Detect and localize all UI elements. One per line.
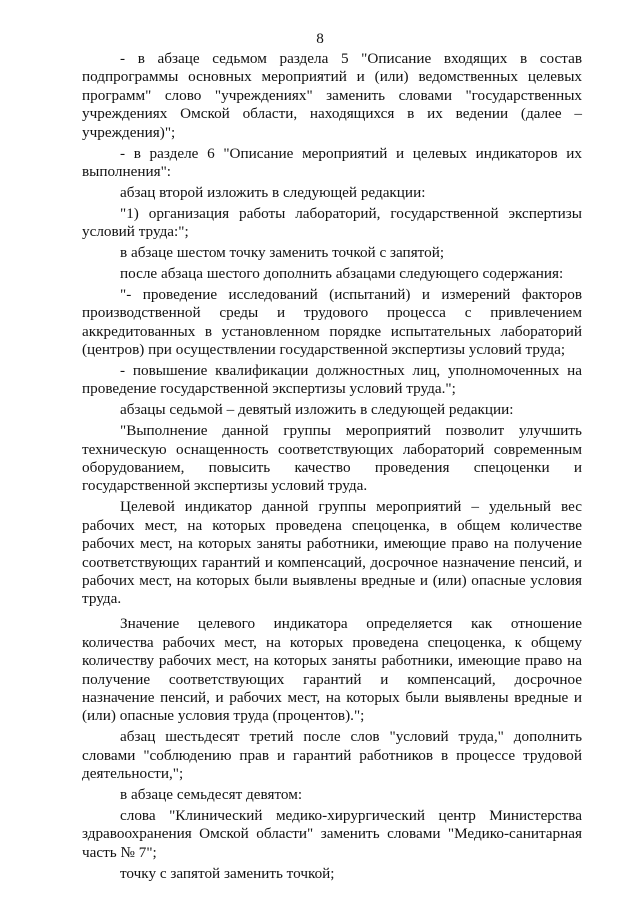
paragraph-semicolon-replace: точку с запятой заменить точкой;: [120, 864, 335, 882]
paragraph-section5-edit: - в абзаце седьмом раздела 5 "Описание входящих в состав подпрограммы основных мероприятий и (или) ведомственных целевых программ" слово "учреждениях" заменить словами "государственных учреждениях Омской области, находящихся в их ведении (далее – учреждения)";: [82, 50, 582, 141]
paragraph-research: "- проведение исследований (испытаний) и измерений факторов производственной среды и трудового процесса с привлечением аккредитованных в установленном порядке испытательных лабораторий (центров) при осуществлении государственной экспертизы условий труда;: [82, 285, 582, 359]
paragraph-seventh-ninth-edit: абзацы седьмой – девятый изложить в следующей редакции:: [120, 401, 514, 419]
paragraph-add-after-sixth: после абзаца шестого дополнить абзацами следующего содержания:: [120, 264, 564, 282]
paragraph-indicator-value: Значение целевого индикатора определяется как отношение количества рабочих мест, на которых проведена спецоценка, к общему количеству рабочих мест, на которых заняты работники, имеющие право на получение соответствующих гарантий и компенсаций, досрочное назначение пенсий, и рабочих мест, на которых были выявлены вредные и (или) опасные условия труда (процентов).";: [82, 615, 582, 725]
paragraph-qualification: - повышение квалификации должностных лиц, уполномоченных на проведение государственной экспертизы условий труда.";: [82, 362, 582, 398]
paragraph-section6-intro: - в разделе 6 "Описание мероприятий и целевых индикаторов их выполнения":: [82, 144, 582, 180]
paragraph-second-edit: абзац второй изложить в следующей редакции:: [120, 183, 426, 201]
paragraph-seventy-ninth: в абзаце семьдесят девятом:: [120, 785, 303, 803]
paragraph-sixty-third-edit: абзац шестьдесят третий после слов "условий труда," дополнить словами "соблюдению прав и гарантий работников в процессе трудовой деятельности,";: [82, 728, 582, 783]
page-number: 8: [316, 30, 324, 47]
paragraph-measures-effect: "Выполнение данной группы мероприятий позволит улучшить техническую оснащенность соответствующих лабораторий современным оборудованием, повысить качество проведения спецоценки и государственной экспертизы условий труда.: [82, 422, 582, 495]
paragraph-words-replace: слова "Клинический медико-хирургический центр Министерства здравоохранения Омской области" заменить словами "Медико-санитарная часть № 7";: [82, 806, 582, 861]
paragraph-sixth-edit: в абзаце шестом точку заменить точкой с запятой;: [120, 244, 445, 262]
document-body: [82, 50, 582, 885]
paragraph-target-indicator: Целевой индикатор данной группы мероприятий – удельный вес рабочих мест, на которых проведена спецоценка, в общем количестве рабочих мест, на которых заняты работники, имеющие право на получение соответствующих гарантий и компенсаций, досрочное назначение пенсий, и рабочих мест, на которых были выявлены вредные и (или) опасные условия труда.: [82, 498, 582, 608]
paragraph-item-1: "1) организация работы лабораторий, государственной экспертизы условий труда:";: [82, 204, 582, 241]
